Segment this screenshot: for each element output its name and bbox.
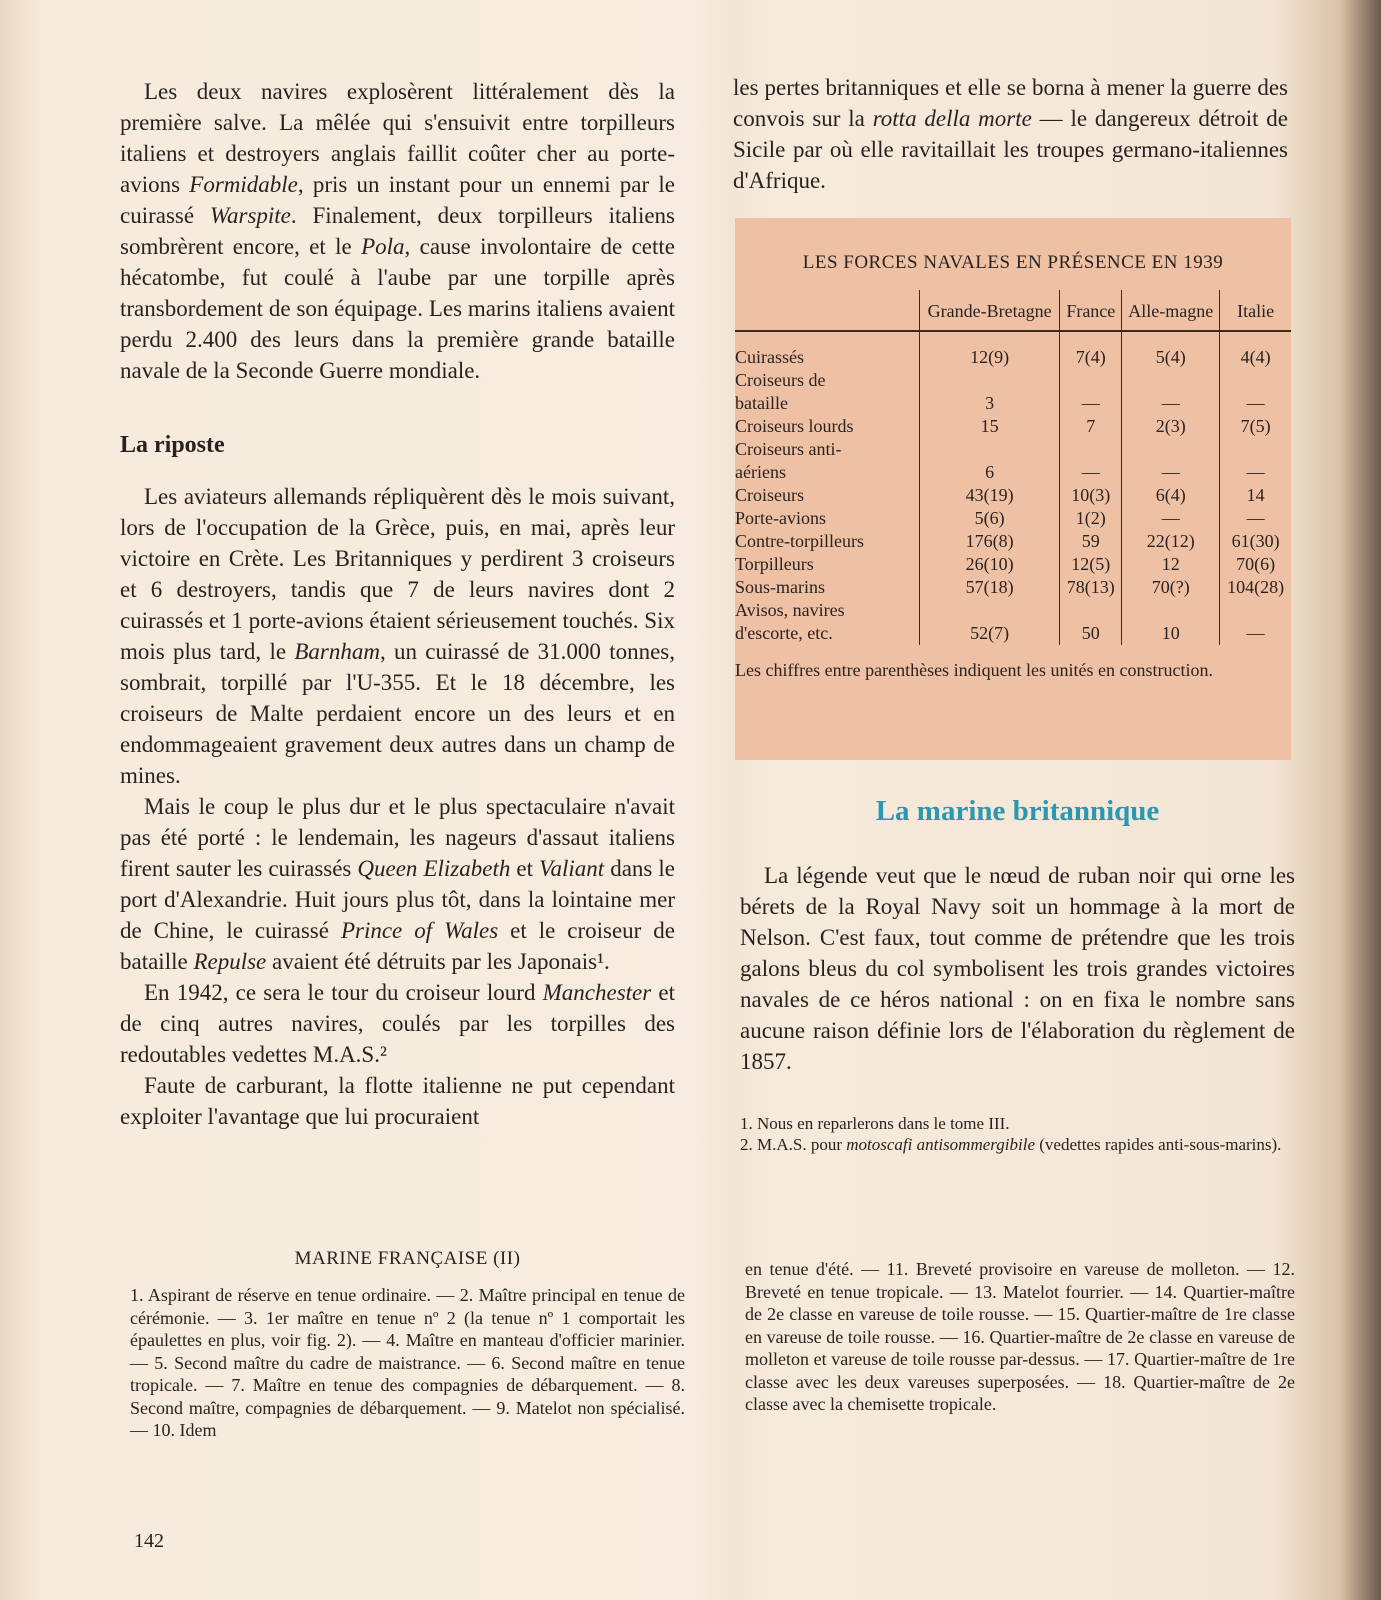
row-label: Porte-avions <box>735 508 826 528</box>
table-cell: 104(28) <box>1220 576 1291 599</box>
italic-text: Pola <box>361 234 405 259</box>
paragraph <box>733 72 1288 196</box>
right-column-top <box>733 72 1288 196</box>
table-cell: — <box>1122 369 1220 415</box>
table-cell: 26(10) <box>920 553 1060 576</box>
text-run: , cause involontaire de cette hécatombe, fut coulé à l'aube par une torpille après transbordement de son équipage. Les marins italiens avaient perdu 2.400 des leurs dans la première grande bataille navale de la Seconde Guerre mondiale. <box>120 234 676 383</box>
column-header: Alle-magne <box>1122 290 1220 331</box>
section-heading: La riposte <box>120 432 225 458</box>
text-run: (vedettes rapides anti-sous-marins). <box>1034 1135 1282 1154</box>
table-cell: 10 <box>1122 599 1220 645</box>
table-cell: 43(19) <box>920 484 1060 507</box>
paragraph <box>120 481 675 791</box>
table-cell: 78(13) <box>1060 576 1122 599</box>
italic-text: Warspite <box>209 203 291 228</box>
italic-text: Prince of Wales <box>340 918 499 943</box>
table-cell: 50 <box>1060 599 1122 645</box>
table-cell: 70(?) <box>1122 576 1220 599</box>
text-run: 2. M.A.S. pour <box>740 1135 847 1154</box>
caption-title: MARINE FRANÇAISE (II) <box>294 1248 521 1269</box>
text-run: Faute de carburant, la flotte italienne ne put cependant exploiter l'avantage que lui procuraient <box>120 1073 675 1129</box>
text-run: La légende veut que le nœud de ruban noir qui orne les bérets de la Royal Navy soit un hommage à la mort de Nelson. C'est faux, tout comme de prétendre que les trois galons bleus du col symbolisent les trois grandes victoires navales de ce héros national : on en fixa le nombre sans aucune raison définie lors de l'élaboration du règlement de 1857. <box>740 863 1295 1074</box>
table-cell: 59 <box>1060 530 1122 553</box>
table-row <box>735 484 1291 507</box>
column-header: Grande-Bretagne <box>920 290 1060 331</box>
text-run: et de cinq autres navires, coulés par les torpilles des redoutables vedettes M.A.S.² <box>120 980 675 1067</box>
table-note: Les chiffres entre parenthèses indiquent les unités en construction. <box>735 660 1214 680</box>
row-label: Sous-marins <box>735 577 825 597</box>
left-column <box>120 76 675 1132</box>
column-header: France <box>1060 290 1122 331</box>
text-run: En 1942, ce sera le tour du croiseur lourd <box>144 980 543 1005</box>
paragraph <box>120 1070 675 1132</box>
table-cell: 70(6) <box>1220 553 1291 576</box>
row-label: Avisos, navires d'escorte, etc. <box>735 600 845 643</box>
table-cell: 22(12) <box>1122 530 1220 553</box>
caption-text <box>130 1284 685 1442</box>
text-run: les pertes britanniques et elle se borna à mener la guerre des convois sur la <box>733 75 1288 131</box>
text-run: , pris un instant pour un ennemi par le cuirassé <box>120 172 675 228</box>
text-run: dans le port d'Alexandrie. Huit jours plus tôt, dans la lointaine mer de Chine, le cuirassé <box>120 856 675 943</box>
footnote-1 <box>740 1113 1295 1134</box>
column-header: Italie <box>1220 290 1291 331</box>
table-cell: — <box>1060 369 1122 415</box>
table-cell: — <box>1060 438 1122 484</box>
row-label: Cuirassés <box>735 347 804 367</box>
text-run: . Finalement, deux torpilleurs italiens sombrèrent encore, et le <box>120 203 676 259</box>
table-cell: 10(3) <box>1060 484 1122 507</box>
table-cell: 12(9) <box>920 331 1060 369</box>
text-run: Les aviateurs allemands répliquèrent dès le mois suivant, lors de l'occupation de la Grèce, puis, en mai, après leur victoire en Crète. Les Britanniques y perdirent 3 croiseurs et 6 destroyers, tandis que 7 de leurs navires dont 2 cuirassés et 1 porte-avions étaient sérieusement touchés. Six mois plus tard, le <box>120 484 675 664</box>
table-row <box>735 553 1291 576</box>
italic-text: Manchester <box>542 980 652 1005</box>
table-cell: — <box>1220 438 1291 484</box>
paragraph <box>120 977 675 1070</box>
text-run: et le croiseur de bataille <box>120 918 676 974</box>
table-cell: — <box>1122 438 1220 484</box>
table-cell: 15 <box>920 415 1060 438</box>
table-cell: 52(7) <box>920 599 1060 645</box>
italic-text: Valiant <box>539 856 605 881</box>
text-run: avaient été détruits par les Japonais¹. <box>266 949 610 974</box>
italic-text: rotta della morte <box>872 106 1032 131</box>
table-row <box>735 415 1291 438</box>
table-cell: — <box>1220 507 1291 530</box>
text-run: — le dangereux détroit de Sicile par où elle ravitaillait les troupes germano-italiennes d'Afrique. <box>733 106 1288 193</box>
paragraph <box>120 791 675 977</box>
table-cell: — <box>1220 369 1291 415</box>
italic-text: motoscafi antisommergibile <box>846 1135 1035 1154</box>
section-heading: La marine britannique <box>875 795 1160 827</box>
row-label: Croiseurs anti-aériens <box>735 439 842 482</box>
row-label: Contre-torpilleurs <box>735 531 864 551</box>
table-cell: 14 <box>1220 484 1291 507</box>
table-row <box>735 438 1291 484</box>
text-run: en tenue d'été. — 11. Breveté provisoire en vareuse de molleton. — 12. Breveté en tenue tropicale. — 13. Matelot fourrier. — 14. Quartier-maître de 2e classe en vareuse de toile rousse. — 15. Quartier-maître de 1re classe en vareuse de toile rousse. — 16. Quartier-maître de 2e classe en vareuse de molleton et vareuse de toile rousse par-dessus. — 17. Quartier-maître de 1re classe avec les deux vareuses superposées. — 18. Quartier-maître de 2e classe avec la chemisette tropicale. <box>745 1259 1295 1414</box>
caption-right <box>745 1258 1295 1416</box>
table-cell: 7 <box>1060 415 1122 438</box>
text-run: Les deux navires explosèrent littéralement dès la première salve. La mêlée qui s'ensuivit entre torpilleurs italiens et destroyers anglais faillit coûter cher au porte-avions <box>120 79 675 197</box>
text-run: et <box>510 856 539 881</box>
footnote-2 <box>740 1134 1295 1155</box>
table-cell: 7(5) <box>1220 415 1291 438</box>
table-cell: 176(8) <box>920 530 1060 553</box>
paragraph <box>740 860 1295 1077</box>
table-cell: 6(4) <box>1122 484 1220 507</box>
table-cell: — <box>1220 599 1291 645</box>
table-row <box>735 369 1291 415</box>
italic-text: Barnham <box>294 639 380 664</box>
right-column-bottom <box>740 795 1295 1155</box>
italic-text: Queen Elizabeth <box>357 856 511 881</box>
table-row <box>735 599 1291 645</box>
text-run: 1. Nous en reparlerons dans le tome III. <box>740 1114 1010 1133</box>
naval-forces-table <box>735 290 1291 645</box>
naval-forces-table-box <box>735 218 1291 760</box>
table-cell: 12 <box>1122 553 1220 576</box>
table-cell: 5(6) <box>920 507 1060 530</box>
table-cell: — <box>1122 507 1220 530</box>
table-row <box>735 507 1291 530</box>
table-cell: 2(3) <box>1122 415 1220 438</box>
row-label: Croiseurs lourds <box>735 416 854 436</box>
table-cell: 5(4) <box>1122 331 1220 369</box>
italic-text: Formidable <box>189 172 298 197</box>
row-label: Croiseurs <box>735 485 804 505</box>
italic-text: Repulse <box>193 949 267 974</box>
table-cell: 57(18) <box>920 576 1060 599</box>
row-label: Croiseurs de bataille <box>735 370 826 413</box>
table-title: LES FORCES NAVALES EN PRÉSENCE EN 1939 <box>802 252 1224 273</box>
table-cell: 6 <box>920 438 1060 484</box>
table-cell: 7(4) <box>1060 331 1122 369</box>
caption-text <box>745 1258 1295 1416</box>
table-cell: 3 <box>920 369 1060 415</box>
text-run: 1. Aspirant de réserve en tenue ordinaire. — 2. Maître principal en tenue de cérémonie. — 3. 1er maître en tenue nº 2 (la tenue nº 1 comportait les épaulettes en plus, voir fig. 2). — 4. Maître en manteau d'officier marinier. — 5. Second maître du cadre de maistrance. — 6. Second maître en tenue tropicale. — 7. Maître en tenue des compagnies de débarquement. — 8. Second maître, compagnies de débarquement. — 9. Matelot non spécialisé. — 10. Idem <box>130 1285 685 1440</box>
table-cell: 61(30) <box>1220 530 1291 553</box>
text-run: , un cuirassé de 31.000 tonnes, sombrait, torpillé par l'U-355. Et le 18 décembre, les croiseurs de Malte perdaient encore un des leurs et en endommageaient gravement deux autres dans un champ de mines. <box>120 639 675 788</box>
table-cell: 12(5) <box>1060 553 1122 576</box>
caption-left <box>130 1248 685 1442</box>
text-run: Mais le coup le plus dur et le plus spectaculaire n'avait pas été porté : le lendemain, les nageurs d'assaut italiens firent sauter les cuirassés <box>120 794 675 881</box>
table-row <box>735 530 1291 553</box>
column-header <box>735 290 920 331</box>
table-row <box>735 576 1291 599</box>
paragraph <box>120 76 675 386</box>
table-cell: 4(4) <box>1220 331 1291 369</box>
table-cell: 1(2) <box>1060 507 1122 530</box>
table-row <box>735 331 1291 369</box>
page-number: 142 <box>134 1530 164 1552</box>
row-label: Torpilleurs <box>735 554 814 574</box>
